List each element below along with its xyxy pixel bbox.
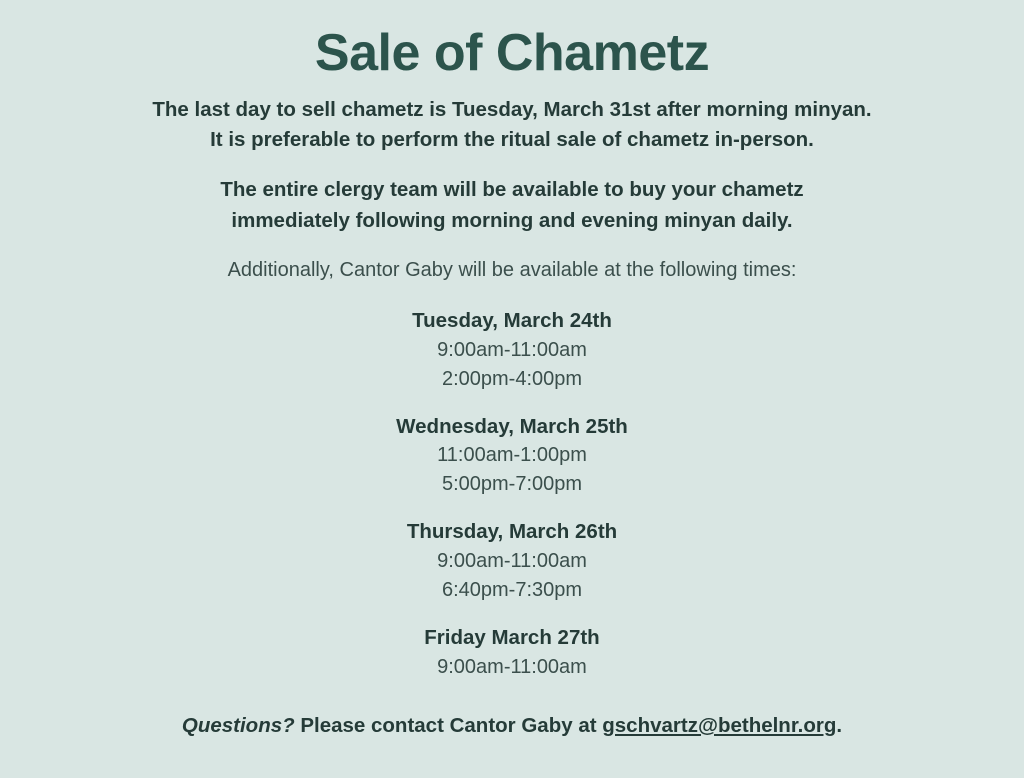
schedule-time: 6:40pm-7:30pm	[441, 579, 583, 602]
schedule-time: 11:00am-1:00pm	[437, 444, 587, 467]
schedule-day: Thursday, March 26th	[406, 520, 618, 544]
schedule-list	[40, 306, 984, 700]
intro-line-1: The last day to sell chametz is Tuesday, March 31st after morning minyan.	[152, 97, 872, 121]
questions-label: Questions?	[181, 713, 295, 737]
schedule-day: Friday March 27th	[424, 626, 600, 650]
additional-note: Additionally, Cantor Gaby will be available at the following times:	[227, 258, 797, 281]
schedule-time: 2:00pm-4:00pm	[441, 367, 583, 390]
schedule-time: 9:00am-11:00am	[437, 550, 587, 573]
page-title: Sale of Chametz	[314, 24, 710, 82]
schedule-entry	[412, 306, 612, 394]
footer-period: .	[836, 713, 843, 737]
schedule-time: 9:00am-11:00am	[437, 655, 587, 678]
schedule-day: Tuesday, March 24th	[412, 308, 612, 332]
schedule-entry	[396, 412, 628, 500]
clergy-paragraph	[220, 175, 803, 236]
schedule-time: 9:00am-11:00am	[437, 338, 587, 361]
intro-paragraph	[152, 95, 871, 156]
schedule-entry	[424, 623, 599, 682]
footer-contact	[182, 714, 842, 738]
clergy-line-1: The entire clergy team will be available to buy your chametz	[220, 178, 804, 202]
clergy-line-2: immediately following morning and evening minyan daily.	[231, 208, 793, 232]
schedule-day: Wednesday, March 25th	[396, 414, 628, 438]
intro-line-2: It is preferable to perform the ritual sale of chametz in-person.	[210, 127, 814, 151]
contact-email-link[interactable]: gschvartz@bethelnr.org	[602, 713, 837, 737]
schedule-time: 5:00pm-7:00pm	[441, 473, 583, 496]
contact-text: Please contact Cantor Gaby at	[294, 713, 603, 737]
schedule-entry	[407, 517, 617, 605]
